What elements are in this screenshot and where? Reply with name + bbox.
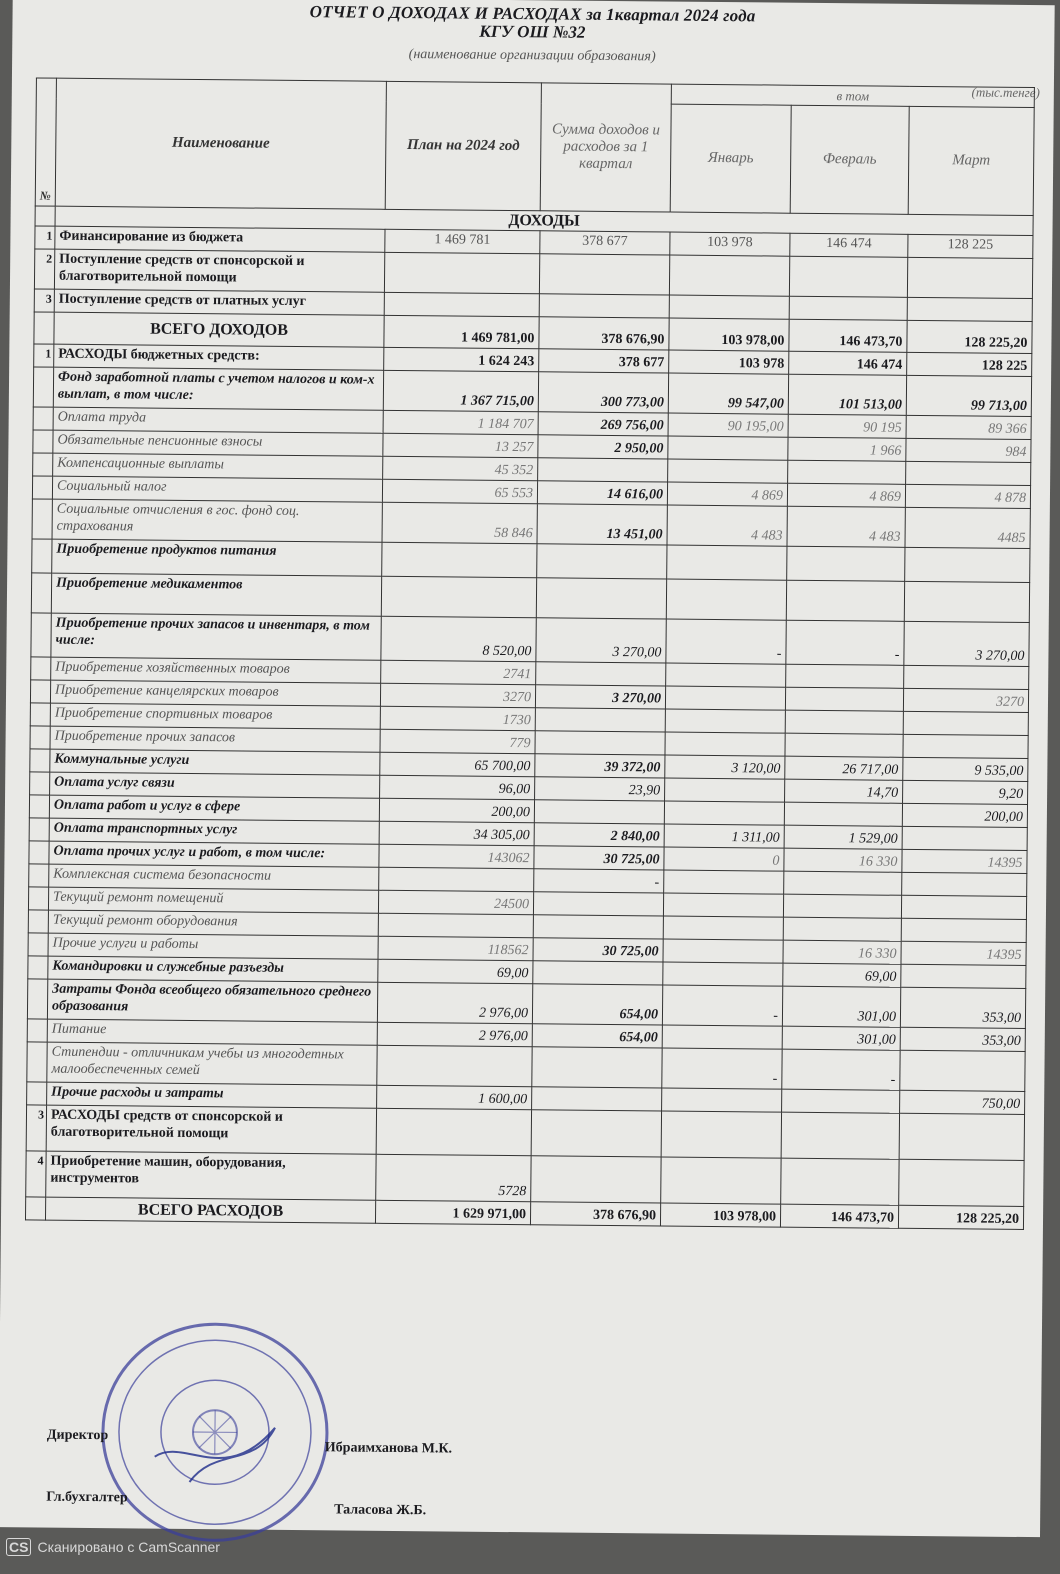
cell-no: 1: [35, 226, 55, 249]
cell-sum: [536, 662, 666, 686]
cell-mar: 353,00: [900, 1027, 1025, 1051]
cell-feb: [781, 1158, 899, 1205]
cell-feb: [785, 687, 903, 711]
cell-jan: 4 869: [667, 482, 787, 506]
cell-no: [31, 613, 51, 657]
col-header-mar: Март: [908, 106, 1034, 215]
cell-plan: 2741: [381, 660, 536, 684]
cell-no: [33, 367, 53, 407]
cell-plan: 65 553: [382, 479, 537, 503]
cell-sum: 30 725,00: [533, 938, 663, 962]
camscanner-logo-icon: CS: [6, 1538, 31, 1556]
organization-name: КГУ ОШ №32: [479, 21, 586, 42]
cell-no: [32, 539, 52, 573]
cell-mar: [902, 872, 1027, 896]
director-name: Ибраимханова М.К.: [324, 1440, 453, 1457]
cell-no: [27, 1042, 47, 1082]
cell-feb: [782, 1089, 900, 1113]
cell-no: 2: [34, 249, 54, 289]
cell-plan: [377, 1045, 532, 1086]
cell-mar: 4 878: [905, 484, 1030, 508]
cell-sum: 654,00: [532, 1024, 662, 1048]
cell-plan: 8 520,00: [381, 616, 536, 661]
cell-feb: 1 966: [788, 437, 906, 461]
cell-sum: 13 451,00: [537, 504, 667, 545]
cell-sum: 3 270,00: [535, 685, 665, 709]
cell-feb: 301,00: [782, 986, 900, 1027]
cell-no: 4: [26, 1151, 46, 1197]
cell-feb: [786, 580, 904, 621]
cell-plan: 58 846: [382, 502, 537, 543]
col-header-incl: в том: [671, 84, 1034, 107]
cell-plan: 200,00: [379, 798, 534, 822]
cell-name: Приобретение канцелярских товаров: [50, 680, 380, 706]
cell-name: Финансирование из бюджета: [55, 226, 385, 252]
cell-mar: 750,00: [900, 1090, 1025, 1114]
cell-sum: 378 676,90: [539, 317, 669, 350]
cell-mar: [902, 826, 1027, 850]
cell-sum: [533, 915, 663, 939]
cell-mar: 14395: [902, 849, 1027, 873]
cell-feb: [785, 733, 903, 757]
income-section-title: ДОХОДЫ: [55, 206, 1033, 235]
cell-sum: 14 616,00: [537, 481, 667, 505]
cell-feb: [789, 296, 907, 320]
cell-plan: 1 629 971,00: [375, 1200, 530, 1224]
report-title: ОТЧЕТ О ДОХОДАХ И РАСХОДАХ за 1квартал 2024 года: [309, 2, 756, 26]
camscanner-text: Сканировано с CamScanner: [37, 1539, 220, 1555]
cell-no: [25, 1197, 45, 1220]
cell-plan: 2 976,00: [377, 982, 532, 1023]
cell-name: Питание: [47, 1019, 377, 1045]
accountant-name: Таласова Ж.Б.: [334, 1502, 427, 1519]
cell-jan: [665, 778, 785, 802]
cell-mar: [906, 461, 1031, 485]
cell-mar: 3 270,00: [904, 621, 1029, 666]
cell-no: [31, 573, 51, 613]
cell-mar: [901, 895, 1026, 919]
cell-no: 3: [34, 289, 54, 312]
cell-feb: [785, 710, 903, 734]
cell-mar: [901, 964, 1026, 988]
cell-jan: [667, 545, 787, 580]
cell-no: [32, 476, 52, 499]
cell-feb: 16 330: [783, 940, 901, 964]
cell-feb: 14,70: [785, 779, 903, 803]
cell-plan: 1 600,00: [377, 1085, 532, 1109]
cell-feb: 26 717,00: [785, 756, 903, 780]
cell-feb: [783, 917, 901, 941]
cell-no: [29, 795, 49, 818]
cell-plan: [384, 252, 539, 293]
cell-feb: 1 529,00: [784, 825, 902, 849]
cell-feb: 146 473,70: [789, 319, 907, 352]
cell-jan: 103 978: [669, 350, 789, 374]
cell-no: [29, 841, 49, 864]
cell-jan: [663, 962, 783, 986]
cell-jan: [661, 1157, 781, 1204]
cell-jan: [665, 709, 785, 733]
cell-mar: [904, 665, 1029, 689]
cell-mar: [900, 1050, 1025, 1091]
cell-plan: 3270: [380, 683, 535, 707]
cell-sum: 378 677: [540, 231, 670, 255]
cell-name: Оплата услуг связи: [50, 772, 380, 798]
cell-jan: [663, 893, 783, 917]
cell-feb: 146 474: [789, 351, 907, 375]
cell-name: Приобретение продуктов питания: [52, 539, 382, 576]
cell-mar: [904, 581, 1029, 622]
cell-jan: [668, 436, 788, 460]
cell-feb: 301,00: [782, 1026, 900, 1050]
cell-name: Текущий ремонт оборудования: [48, 910, 378, 936]
cell-jan: [661, 1111, 781, 1158]
cell-no: [28, 910, 48, 933]
cell-name: ВСЕГО ДОХОДОВ: [54, 312, 384, 347]
cell-name: Поступление средств от платных услуг: [54, 289, 384, 315]
cell-no: [28, 933, 48, 956]
cell-sum: 39 372,00: [535, 754, 665, 778]
cell-feb: [783, 894, 901, 918]
cell-name: Поступление средств от спонсорской и благотворительной помощи: [54, 249, 384, 292]
cell-feb: 90 195: [788, 414, 906, 438]
cell-plan: 1 624 243: [384, 347, 539, 371]
cell-sum: 300 773,00: [538, 372, 668, 413]
cell-sum: 654,00: [532, 984, 662, 1025]
cell-no: [30, 749, 50, 772]
cell-jan: 99 547,00: [668, 373, 788, 414]
organization-caption: (наименование организации образования): [408, 47, 656, 65]
cell-plan: 5728: [376, 1154, 531, 1201]
cell-name: Оплата транспортных услуг: [49, 818, 379, 844]
cell-mar: [901, 918, 1026, 942]
cell-no: [30, 703, 50, 726]
col-header-plan: План на 2024 год: [385, 81, 541, 210]
cell-plan: 34 305,00: [379, 821, 534, 845]
cell-no: [34, 312, 54, 344]
director-label: Директор: [46, 1427, 109, 1444]
cell-no: [32, 499, 52, 539]
cell-plan: 118562: [378, 936, 533, 960]
cell-name: Оплата труда: [53, 407, 383, 433]
cell-feb: -: [786, 620, 904, 665]
cell-plan: 1730: [380, 706, 535, 730]
cell-mar: [905, 547, 1030, 582]
cell-mar: [899, 1113, 1024, 1160]
cell-jan: 90 195,00: [668, 413, 788, 437]
cell-feb: [784, 802, 902, 826]
accountant-label: Гл.бухгалтер: [46, 1489, 128, 1506]
cell-feb: 146 474: [790, 233, 908, 257]
cell-jan: 103 978,00: [669, 318, 789, 351]
cell-plan: 1 469 781,00: [384, 315, 539, 348]
cell-sum: [532, 1087, 662, 1111]
cell-mar: [903, 734, 1028, 758]
cell-no: 1: [34, 344, 54, 367]
cell-plan: 1 367 715,00: [383, 370, 538, 411]
cell-name: Приобретение спортивных товаров: [50, 703, 380, 729]
cell-feb: 69,00: [783, 963, 901, 987]
cell-plan: 65 700,00: [380, 752, 535, 776]
cell-name: Прочие услуги и работы: [48, 933, 378, 959]
cell-feb: [781, 1112, 899, 1159]
cell-sum: [533, 892, 663, 916]
cell-jan: -: [662, 1048, 782, 1089]
cell-sum: [531, 1156, 661, 1203]
cell-jan: 0: [664, 847, 784, 871]
cell-jan: 103 978,00: [660, 1203, 780, 1227]
cell-feb: [786, 664, 904, 688]
cell-no: [30, 726, 50, 749]
cell-sum: 23,90: [535, 777, 665, 801]
cell-name: Приобретение хозяйственных товаров: [51, 657, 381, 683]
col-header-name: Наименование: [55, 78, 386, 209]
cell-mar: 89 366: [906, 415, 1031, 439]
cell-jan: 103 978: [670, 232, 790, 256]
cell-no: [27, 979, 47, 1019]
col-header-no: №: [35, 78, 56, 206]
cell-plan: 1 469 781: [385, 229, 540, 253]
cell-mar: [899, 1159, 1024, 1206]
cell-sum: 378 676,90: [530, 1202, 660, 1226]
cell-feb: 146 473,70: [780, 1204, 898, 1228]
cell-feb: 4 869: [787, 483, 905, 507]
cell-mar: 4485: [905, 507, 1030, 548]
cell-plan: 24500: [378, 890, 533, 914]
cell-jan: -: [666, 619, 786, 664]
cell-name: Прочие расходы и затраты: [47, 1082, 377, 1108]
cell-jan: [663, 939, 783, 963]
cell-name: Затраты Фонда всеобщего обязательного среднего образования: [47, 979, 377, 1022]
cell-no: [29, 818, 49, 841]
cell-name: РАСХОДЫ средств от спонсорской и благотворительной помощи: [46, 1105, 376, 1154]
cell-name: Оплата прочих услуг и работ, в том числе:: [49, 841, 379, 867]
cell-no: [30, 772, 50, 795]
cell-name: Текущий ремонт помещений: [48, 887, 378, 913]
cell-sum: 2 840,00: [534, 823, 664, 847]
cell-mar: 9 535,00: [903, 757, 1028, 781]
cell-name: ВСЕГО РАСХОДОВ: [45, 1197, 375, 1223]
cell-no: [33, 407, 53, 430]
cell-plan: 2 976,00: [377, 1022, 532, 1046]
cell-sum: [539, 294, 669, 318]
cell-mar: 984: [906, 438, 1031, 462]
cell-feb: [789, 256, 907, 297]
cell-sum: [533, 961, 663, 985]
cell-name: Социальные отчисления в гос. фонд соц. страхования: [52, 499, 382, 542]
cell-name: Комплексная система безопасности: [49, 864, 379, 890]
cell-feb: [788, 460, 906, 484]
col-header-feb: Февраль: [790, 105, 909, 214]
cell-no: [33, 453, 53, 476]
income-expense-table: [25, 77, 1035, 1230]
cell-sum: [531, 1110, 661, 1157]
cell-name: Оплата работ и услуг в сфере: [49, 795, 379, 821]
cell-feb: [784, 871, 902, 895]
cell-sum: [536, 578, 666, 619]
cell-mar: 14395: [901, 941, 1026, 965]
cell-plan: 1 184 707: [383, 410, 538, 434]
cell-name: Приобретение прочих запасов: [50, 726, 380, 752]
unit-label: (тыс.тенге): [971, 84, 1040, 101]
cell-plan: 96,00: [380, 775, 535, 799]
cell-no: [31, 657, 51, 680]
cell-no: [29, 864, 49, 887]
cell-jan: [662, 1088, 782, 1112]
cell-sum: 2 950,00: [538, 435, 668, 459]
cell-jan: 1 311,00: [664, 824, 784, 848]
cell-sum: -: [534, 869, 664, 893]
cell-mar: [907, 257, 1032, 298]
cell-plan: [381, 576, 536, 617]
cell-sum: 378 677: [539, 349, 669, 373]
cell-jan: [669, 255, 789, 296]
cell-jan: [662, 1025, 782, 1049]
col-header-jan: Январь: [670, 104, 791, 213]
cell-mar: 128 225,20: [907, 320, 1032, 353]
cell-sum: [532, 1047, 662, 1088]
cell-name: Командировки и служебные разъезды: [48, 956, 378, 982]
cell-sum: 3 270,00: [536, 618, 666, 663]
cell-no: [27, 1019, 47, 1042]
cell-name: Компенсационные выплаты: [53, 453, 383, 479]
cell-plan: [384, 292, 539, 316]
cell-mar: [903, 711, 1028, 735]
cell-jan: [668, 459, 788, 483]
cell-feb: 4 483: [787, 506, 905, 547]
cell-sum: [537, 544, 667, 579]
camscanner-watermark: [6, 1538, 220, 1556]
cell-name: Приобретение прочих запасов и инвентаря, в том числе:: [51, 613, 381, 660]
cell-plan: 779: [380, 729, 535, 753]
cell-sum: [535, 731, 665, 755]
cell-name: Приобретение медикаментов: [51, 573, 381, 616]
cell-sum: [534, 800, 664, 824]
cell-jan: [663, 916, 783, 940]
cell-jan: [669, 295, 789, 319]
cell-jan: [666, 579, 786, 620]
cell-jan: [666, 663, 786, 687]
cell-jan: [664, 870, 784, 894]
cell-mar: [907, 297, 1032, 321]
cell-name: Приобретение машин, оборудования, инструментов: [46, 1151, 376, 1200]
cell-plan: [382, 542, 537, 577]
cell-mar: 353,00: [900, 987, 1025, 1028]
cell-jan: [664, 801, 784, 825]
cell-mar: 128 225,20: [898, 1205, 1023, 1229]
cell-mar: 99 713,00: [906, 375, 1031, 416]
cell-feb: [787, 546, 905, 581]
cell-jan: 4 483: [667, 505, 787, 546]
cell-feb: 16 330: [784, 848, 902, 872]
cell-name: Обязательные пенсионные взносы: [53, 430, 383, 456]
cell-mar: 9,20: [903, 780, 1028, 804]
official-stamp: [94, 1316, 336, 1548]
cell-no: 3: [26, 1105, 46, 1151]
cell-sum: 269 756,00: [538, 412, 668, 436]
cell-no: [27, 1082, 47, 1105]
cell-name: Социальный налог: [52, 476, 382, 502]
cell-no: [28, 887, 48, 910]
cell-plan: [378, 913, 533, 937]
cell-plan: [376, 1108, 531, 1155]
cell-jan: [665, 732, 785, 756]
cell-plan: [379, 867, 534, 891]
col-header-sum: Сумма доходов и расходов за 1 квартал: [540, 83, 671, 212]
cell-name: Коммунальные услуги: [50, 749, 380, 775]
cell-jan: 3 120,00: [665, 755, 785, 779]
cell-no: [28, 956, 48, 979]
cell-sum: [535, 708, 665, 732]
cell-sum: [538, 458, 668, 482]
cell-name: РАСХОДЫ бюджетных средств:: [54, 344, 384, 370]
cell-feb: 101 513,00: [788, 374, 906, 415]
cell-mar: 200,00: [902, 803, 1027, 827]
cell-sum: 30 725,00: [534, 846, 664, 870]
cell-jan: [665, 686, 785, 710]
cell-jan: -: [662, 985, 782, 1026]
cell-name: Фонд заработной платы с учетом налогов и ком-х выплат, в том числе:: [53, 367, 383, 410]
cell-feb: -: [782, 1049, 900, 1090]
cell-mar: 3270: [903, 688, 1028, 712]
cell-plan: 143062: [379, 844, 534, 868]
cell-mar: 128 225: [908, 234, 1033, 258]
cell-no: [33, 430, 53, 453]
cell-no: [30, 680, 50, 703]
cell-plan: 13 257: [383, 433, 538, 457]
cell-plan: 69,00: [378, 959, 533, 983]
cell-name: Стипендии - отличникам учебы из многодетных малообеспеченных семей: [47, 1042, 377, 1085]
cell-mar: 128 225: [907, 352, 1032, 376]
cell-sum: [539, 254, 669, 295]
cell-plan: 45 352: [383, 456, 538, 480]
